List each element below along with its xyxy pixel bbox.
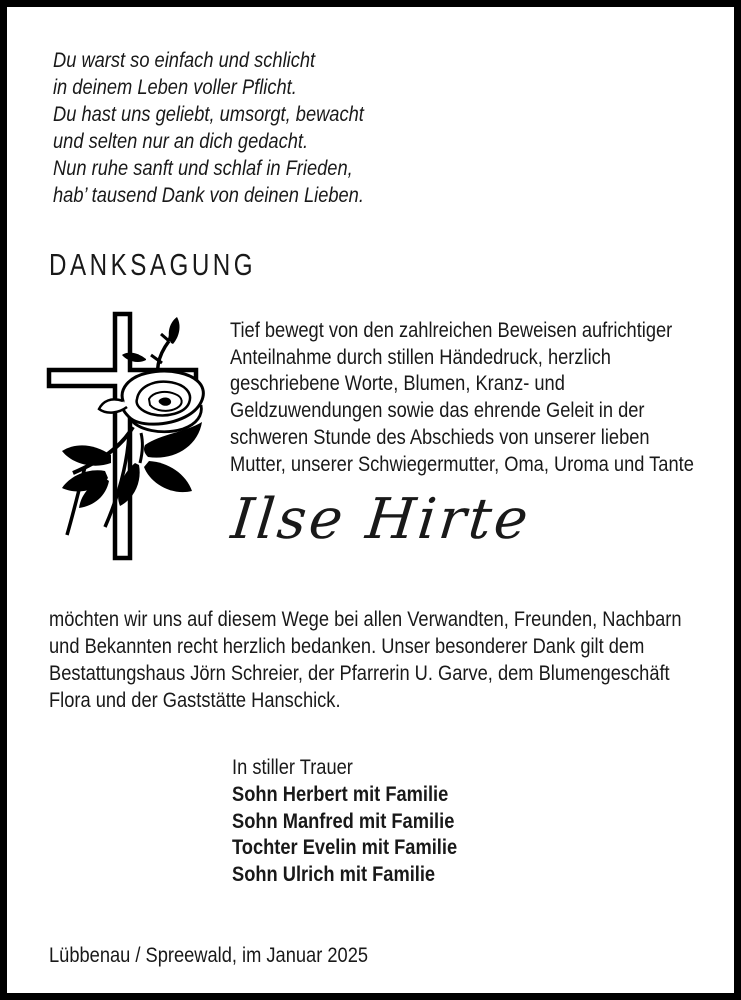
poem-line: Du warst so einfach und schlicht — [53, 48, 316, 72]
poem-line: hab’ tausend Dank von deinen Lieben. — [53, 183, 364, 207]
poem-line: und selten nur an dich gedacht. — [53, 129, 309, 153]
intro-line: Anteilnahme durch stillen Händedruck, herzlich — [230, 344, 611, 369]
intro-paragraph — [230, 317, 694, 477]
dateline: Lübbenau / Spreewald, im Januar 2025 — [49, 943, 369, 967]
intro-line: Geldzuwendungen sowie das ehrende Geleit in der — [230, 398, 645, 423]
cross-rose-icon — [45, 305, 210, 580]
thanks-paragraph — [49, 606, 682, 714]
intro-line: Mutter, unserer Schwiegermutter, Oma, Uroma und Tante — [230, 451, 694, 476]
closing-phrase: In stiller Trauer — [232, 755, 353, 779]
mourner-line: Sohn Manfred mit Familie — [232, 808, 455, 833]
intro-line: Tief bewegt von den zahlreichen Beweisen aufrichtiger — [230, 318, 673, 342]
intro-line: schweren Stunde des Abschieds von unserer lieben — [230, 424, 650, 449]
intro-line: geschriebene Worte, Blumen, Kranz- und — [230, 371, 565, 396]
memorial-poem — [53, 47, 364, 209]
thanks-line: und Bekannten recht herzlich bedanken. Unser besonderer Dank gilt dem — [49, 634, 645, 658]
danksagung-heading: DANKSAGUNG — [49, 247, 257, 282]
mourner-line: Tochter Evelin mit Familie — [232, 835, 458, 860]
deceased-name: Ilse Hirte — [228, 487, 534, 552]
cross-rose-graphic — [45, 305, 210, 580]
thanks-line: Bestattungshaus Jörn Schreier, der Pfarrerin U. Garve, dem Blumengeschäft — [49, 661, 670, 685]
poem-line: Nun ruhe sanft und schlaf in Frieden, — [53, 156, 353, 180]
mourners-block — [232, 754, 457, 888]
poem-line: in deinem Leben voller Pflicht. — [53, 75, 297, 99]
thanks-line: Flora und der Gaststätte Hanschick. — [49, 688, 341, 712]
mourner-line: Sohn Ulrich mit Familie — [232, 862, 436, 887]
mourner-line: Sohn Herbert mit Familie — [232, 781, 449, 806]
poem-line: Du hast uns geliebt, umsorgt, bewacht — [53, 102, 364, 126]
thanks-line: möchten wir uns auf diesem Wege bei allen Verwandten, Freunden, Nachbarn — [49, 607, 682, 631]
